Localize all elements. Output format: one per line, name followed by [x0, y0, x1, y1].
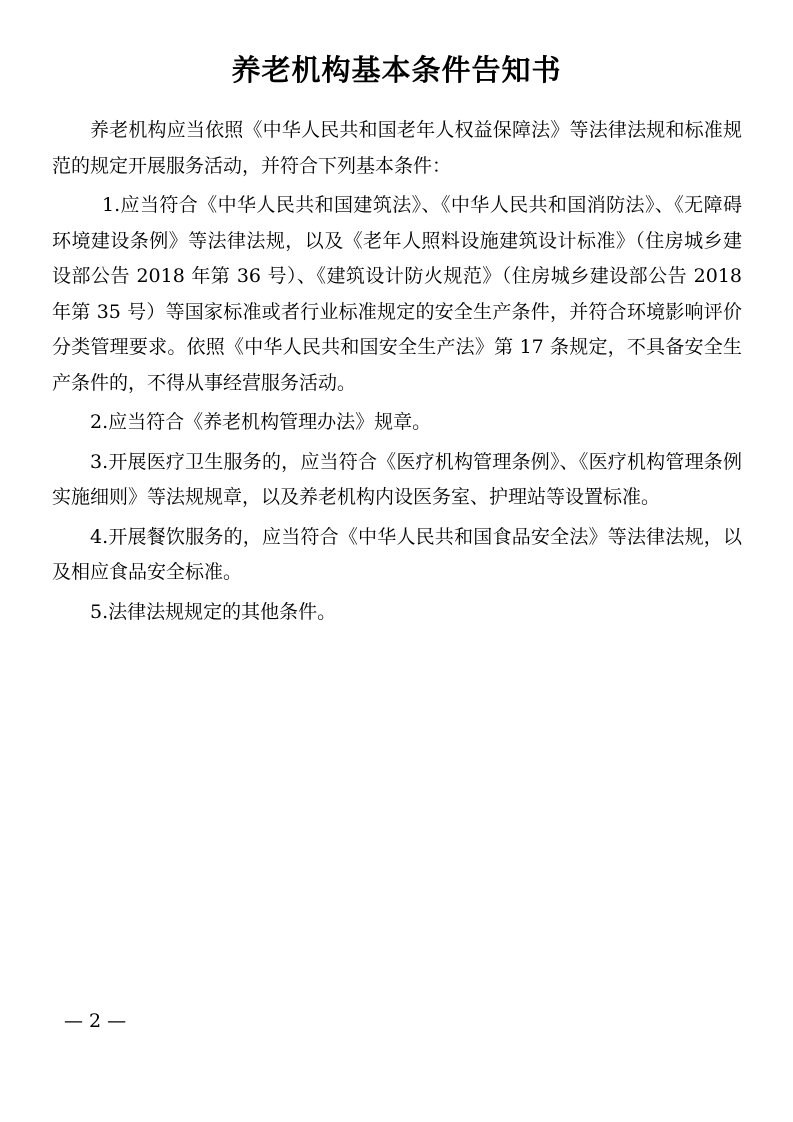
condition-item-4: 4.开展餐饮服务的，应当符合《中华人民共和国食品安全法》等法律法规，以及相应食品安全标准。 — [52, 525, 742, 583]
condition-item-2: 2.应当符合《养老机构管理办法》规章。 — [90, 411, 432, 433]
document-title: 养老机构基本条件告知书 — [231, 53, 562, 87]
intro-paragraph: 养老机构应当依照《中华人民共和国老年人权益保障法》等法律法规和标准规范的规定开展服务活动，并符合下列基本条件： — [52, 119, 742, 177]
condition-item-1: 1.应当符合《中华人民共和国建筑法》、《中华人民共和国消防法》、《无障碍环境建设条例》等法律法规，以及《老年人照料设施建筑设计标准》（住房城乡建设部公告 2018 年第 36 号）、《建筑设计防火规范》（住房城乡建设部公告 2018 年第 35 号）等国家标准或者行业标准规定的安全生产条件，并符合环境影响评价分类管理要求。依照《中华人民共和国安全生产法》第 17 条规定，不具备安全生产条件的，不得从事经营服务活动。 — [52, 194, 742, 394]
document-body — [52, 113, 742, 634]
condition-item-3: 3.开展医疗卫生服务的，应当符合《医疗机构管理条例》、《医疗机构管理条例实施细则》等法规规章，以及养老机构内设医务室、护理站等设置标准。 — [52, 450, 742, 508]
condition-item-5: 5.法律法规规定的其他条件。 — [90, 600, 337, 623]
page-number: — 2 — — [64, 1010, 127, 1032]
